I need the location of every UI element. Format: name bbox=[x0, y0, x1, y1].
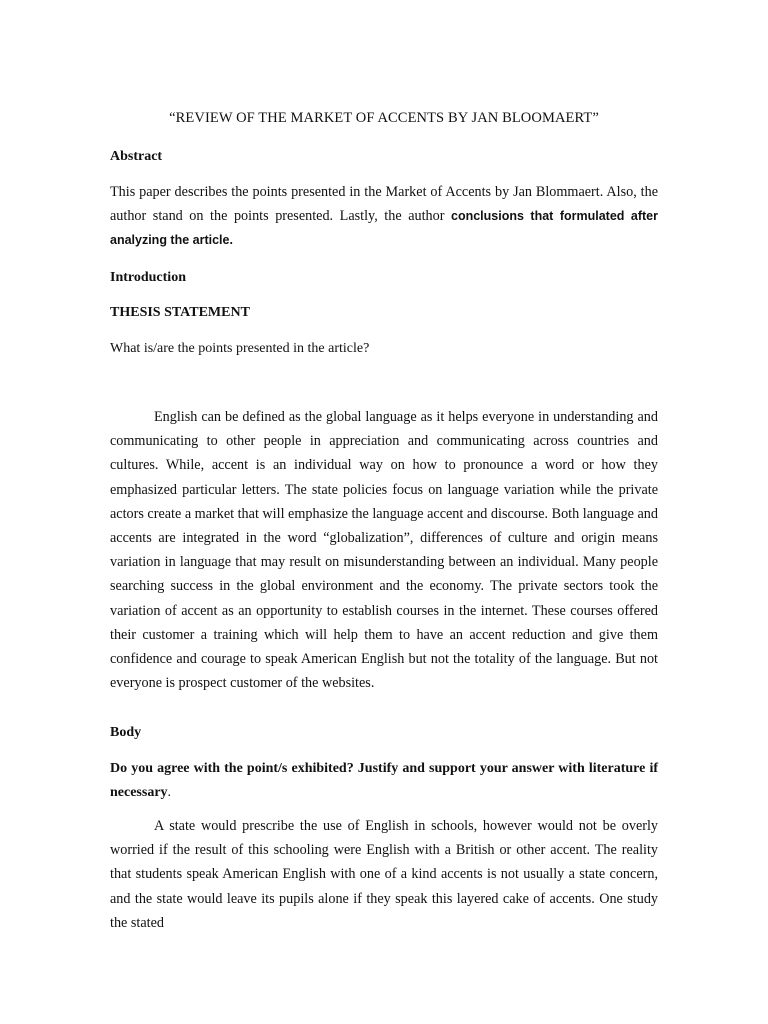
body-question-end: . bbox=[167, 785, 172, 800]
body-question-text: Do you agree with the point/s exhibited? Justify and support your answer with literature if necessary bbox=[110, 761, 658, 800]
abstract-text: This paper describes the points presented in the Market of Accents by Jan Blommaert. Also, the author stand on the points presented. Lastly, the author bbox=[110, 184, 658, 225]
body-question bbox=[110, 757, 658, 805]
body-heading: Body bbox=[110, 725, 142, 740]
abstract-emphasis: conclusions that formulated after analyzing the article. bbox=[110, 209, 658, 248]
introduction-heading: Introduction bbox=[110, 270, 186, 285]
abstract-heading: Abstract bbox=[110, 149, 163, 164]
body-paragraph: A state would prescribe the use of English in schools, however would not be overly worried if the result of this schooling were English with a British or other accent. The reality that students speak American English with one of a kind accents is not usually a state concern, and the state would leave its pupils alone if they speak this layered cake of accents. One study the stated bbox=[110, 818, 658, 931]
abstract-paragraph bbox=[110, 180, 658, 253]
document-title: “REVIEW OF THE MARKET OF ACCENTS BY JAN BLOOMAERT” bbox=[169, 110, 599, 126]
intro-paragraph: English can be defined as the global language as it helps everyone in understanding and communicating to other people in appreciation and communicating across countries and cultures. While, accent is an individual way on how to pronounce a word or how they emphasized particular letters. The state policies focus on language variation while the private actors create a market that will emphasize the language accent and discourse. Both language and accents are integrated in the word “globalization”, differences of culture and origin means variation in language that may result on misunderstanding between an individual. Many people searching success in the global environment and the economy. The private sectors took the variation of accent as an opportunity to establish courses in the internet. These courses offered their customer a training which will help them to have an accent reduction and give them confidence and courage to speak American English but not the totality of the language. But not everyone is prospect customer of the websites. bbox=[110, 409, 658, 692]
thesis-question: What is/are the points presented in the article? bbox=[110, 341, 370, 356]
thesis-heading: THESIS STATEMENT bbox=[110, 305, 250, 320]
